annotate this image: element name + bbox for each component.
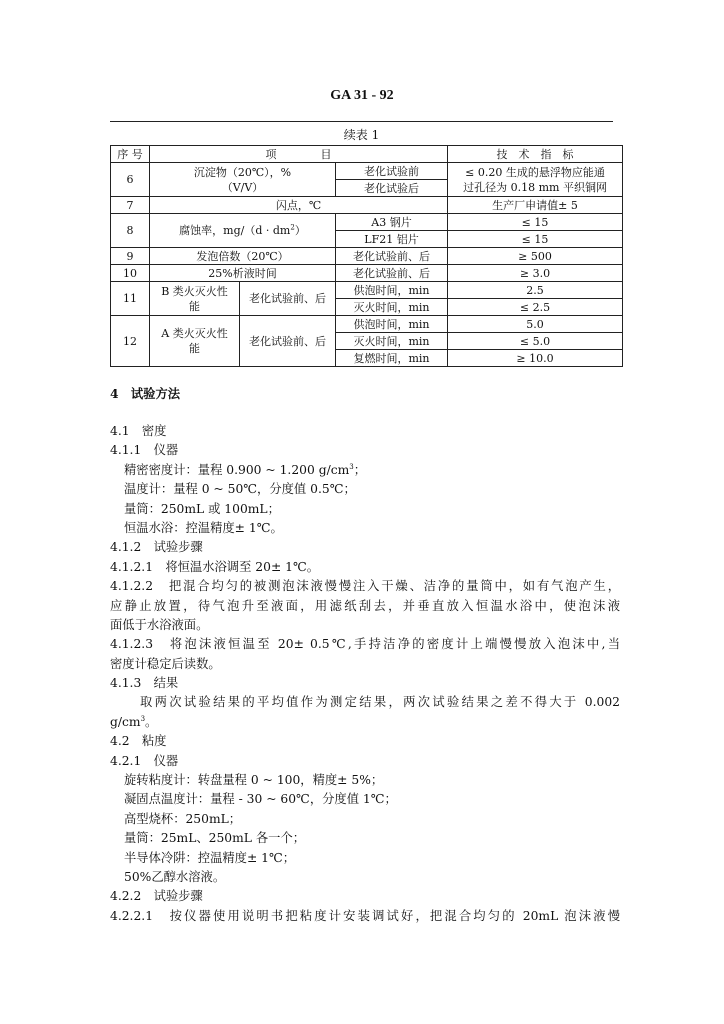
list-item: 温度计：量程 0 ~ 50℃，分度值 0.5℃；: [124, 482, 356, 497]
cell-measure: 灭火时间，min: [336, 299, 448, 316]
table-row: [111, 214, 623, 231]
list-item: 高型烧杯：250mL；: [124, 811, 242, 826]
cell-condition: A3 钢片: [336, 214, 448, 231]
cell-spec: ≤ 15: [448, 231, 623, 248]
table-row: [111, 316, 623, 333]
cell-item: 25%析液时间: [150, 265, 336, 282]
cell-no: 7: [111, 197, 150, 214]
paragraph-line: 4.1.2.3 将泡沫液恒温至 20± 0.5℃,手持洁净的密度计上端慢慢放入泡沫中,当: [110, 637, 620, 652]
list-item: 半导体冷阱：控温精度± 1℃；: [124, 850, 296, 865]
cell-condition: 老化试验前、后: [240, 316, 336, 367]
paragraph-line: 面低于水浴液面。: [110, 617, 209, 632]
superscript: 3: [140, 714, 146, 723]
section-heading: 4.2 粘度: [110, 734, 167, 749]
cell-spec: ≤ 2.5: [448, 299, 623, 316]
document-body: [110, 384, 620, 926]
spec-table: [110, 145, 623, 367]
cell-item-line: （V/V）: [221, 180, 264, 194]
paragraph-line: 取两次试验结果的平均值作为测定结果，两次试验结果之差不得大于 0.002: [140, 695, 620, 710]
cell-condition: LF21 铝片: [336, 231, 448, 248]
cell-spec: 生产厂申请值± 5: [448, 197, 623, 214]
cell-item: [150, 316, 240, 367]
paragraph-line: [110, 713, 620, 732]
subsection-heading: 4.1.1 仪器: [110, 443, 179, 458]
list-item-text: ；: [353, 462, 367, 477]
cell-item-text: 腐蚀率，mg/（d · dm: [179, 224, 291, 237]
cell-spec: [448, 163, 623, 197]
section-heading: 4 试验方法: [110, 386, 181, 401]
cell-no: 8: [111, 214, 150, 248]
page-header: GA 31 - 92: [330, 88, 394, 103]
subsection-heading: 4.2.1 仪器: [110, 753, 179, 768]
subsection-heading: 4.1.3 结果: [110, 676, 179, 691]
cell-item: [150, 214, 336, 248]
cell-condition: 老化试验前: [336, 163, 448, 180]
paragraph-line: 4.1.2.2 把混合均匀的被测泡沫液慢慢注入干燥、洁净的量筒中，如有气泡产生，: [110, 579, 620, 594]
cell-measure: 复燃时间，min: [336, 350, 448, 367]
superscript: 3: [349, 462, 354, 471]
section-heading: 4.1 密度: [110, 424, 167, 438]
subsection-heading: 4.1.2 试验步骤: [110, 540, 203, 555]
header-rule: [110, 121, 613, 122]
table-row: [111, 146, 623, 163]
table-row: [111, 282, 623, 299]
cell-condition: 老化试验后: [336, 180, 448, 197]
cell-condition: 老化试验前、后: [336, 248, 448, 265]
cell-spec-line: 过孔径为 0.18 mm 平织铜网: [463, 180, 607, 194]
paragraph-line: 应静止放置，待气泡升至液面，用滤纸刮去，并垂直放入恒温水浴中，使泡沫液: [110, 598, 620, 613]
list-item: 凝固点温度计：量程 - 30 ~ 60℃，分度值 1℃；: [124, 792, 397, 807]
paragraph-text: 。: [145, 714, 158, 729]
cell-no: 9: [111, 248, 150, 265]
table-row: [111, 265, 623, 282]
list-item: 量筒：250mL 或 100mL；: [124, 501, 280, 516]
list-item: 50%乙醇水溶液。: [124, 869, 226, 884]
header-cell-item: 项 目: [150, 146, 448, 163]
cell-item-text: ）: [294, 224, 306, 237]
paragraph: 4.1.2.1 将恒温水浴调至 20± 1℃。: [110, 559, 320, 574]
cell-item: 发泡倍数（20℃）: [150, 248, 336, 265]
paragraph-line: 4.2.2.1 按仪器使用说明书把粘度计安装调试好，把混合均匀的 20mL 泡沫液慢: [110, 908, 620, 923]
cell-spec: ≥ 10.0: [448, 350, 623, 367]
cell-spec: ≥ 500: [448, 248, 623, 265]
table-row: [111, 163, 623, 180]
cell-condition: 老化试验前、后: [240, 282, 336, 316]
cell-spec: ≤ 5.0: [448, 333, 623, 350]
cell-spec: 5.0: [448, 316, 623, 333]
cell-spec-line: ≤ 0.20 生成的悬浮物应能通: [465, 165, 605, 179]
cell-item-line: B 类火灭火性: [161, 284, 228, 298]
cell-no: 11: [111, 282, 150, 316]
table-row: [111, 197, 623, 214]
list-item: 量筒：25mL、250mL 各一个；: [124, 831, 306, 846]
superscript: 2: [290, 223, 295, 232]
table-caption: 续表 1: [343, 128, 380, 142]
cell-item-line: A 类火灭火性: [161, 327, 228, 340]
paragraph-line: 密度计稳定后读数。: [110, 656, 221, 671]
cell-spec: ≤ 15: [448, 214, 623, 231]
cell-item: 闪点，℃: [150, 197, 448, 214]
cell-measure: 供泡时间，min: [336, 282, 448, 299]
list-item: [110, 461, 620, 480]
table-row: [111, 248, 623, 265]
paragraph-text: g/cm: [110, 714, 141, 729]
cell-condition: 老化试验前、后: [336, 265, 448, 282]
cell-measure: 灭火时间，min: [336, 333, 448, 350]
cell-item: [150, 163, 336, 197]
cell-measure: 供泡时间，min: [336, 316, 448, 333]
subsection-heading: 4.2.2 试验步骤: [110, 889, 203, 904]
cell-item: [150, 282, 240, 316]
cell-no: 12: [111, 316, 150, 367]
cell-spec: 2.5: [448, 282, 623, 299]
cell-item-line: 沉淀物（20℃），%: [193, 165, 292, 179]
cell-no: 6: [111, 163, 150, 197]
header-cell-spec: 技 术 指 标: [448, 146, 623, 163]
cell-no: 10: [111, 265, 150, 282]
list-item: 旋转粘度计：转盘量程 0 ~ 100，精度± 5%；: [124, 773, 384, 788]
header-cell-no: 序 号: [111, 146, 150, 163]
cell-spec: ≥ 3.0: [448, 265, 623, 282]
list-item-text: 精密密度计：量程 0.900 ~ 1.200 g/cm: [124, 462, 350, 477]
cell-item-line: 能: [189, 299, 200, 313]
list-item: 恒温水浴：控温精度± 1℃。: [124, 520, 283, 535]
cell-item-line: 能: [189, 342, 200, 355]
